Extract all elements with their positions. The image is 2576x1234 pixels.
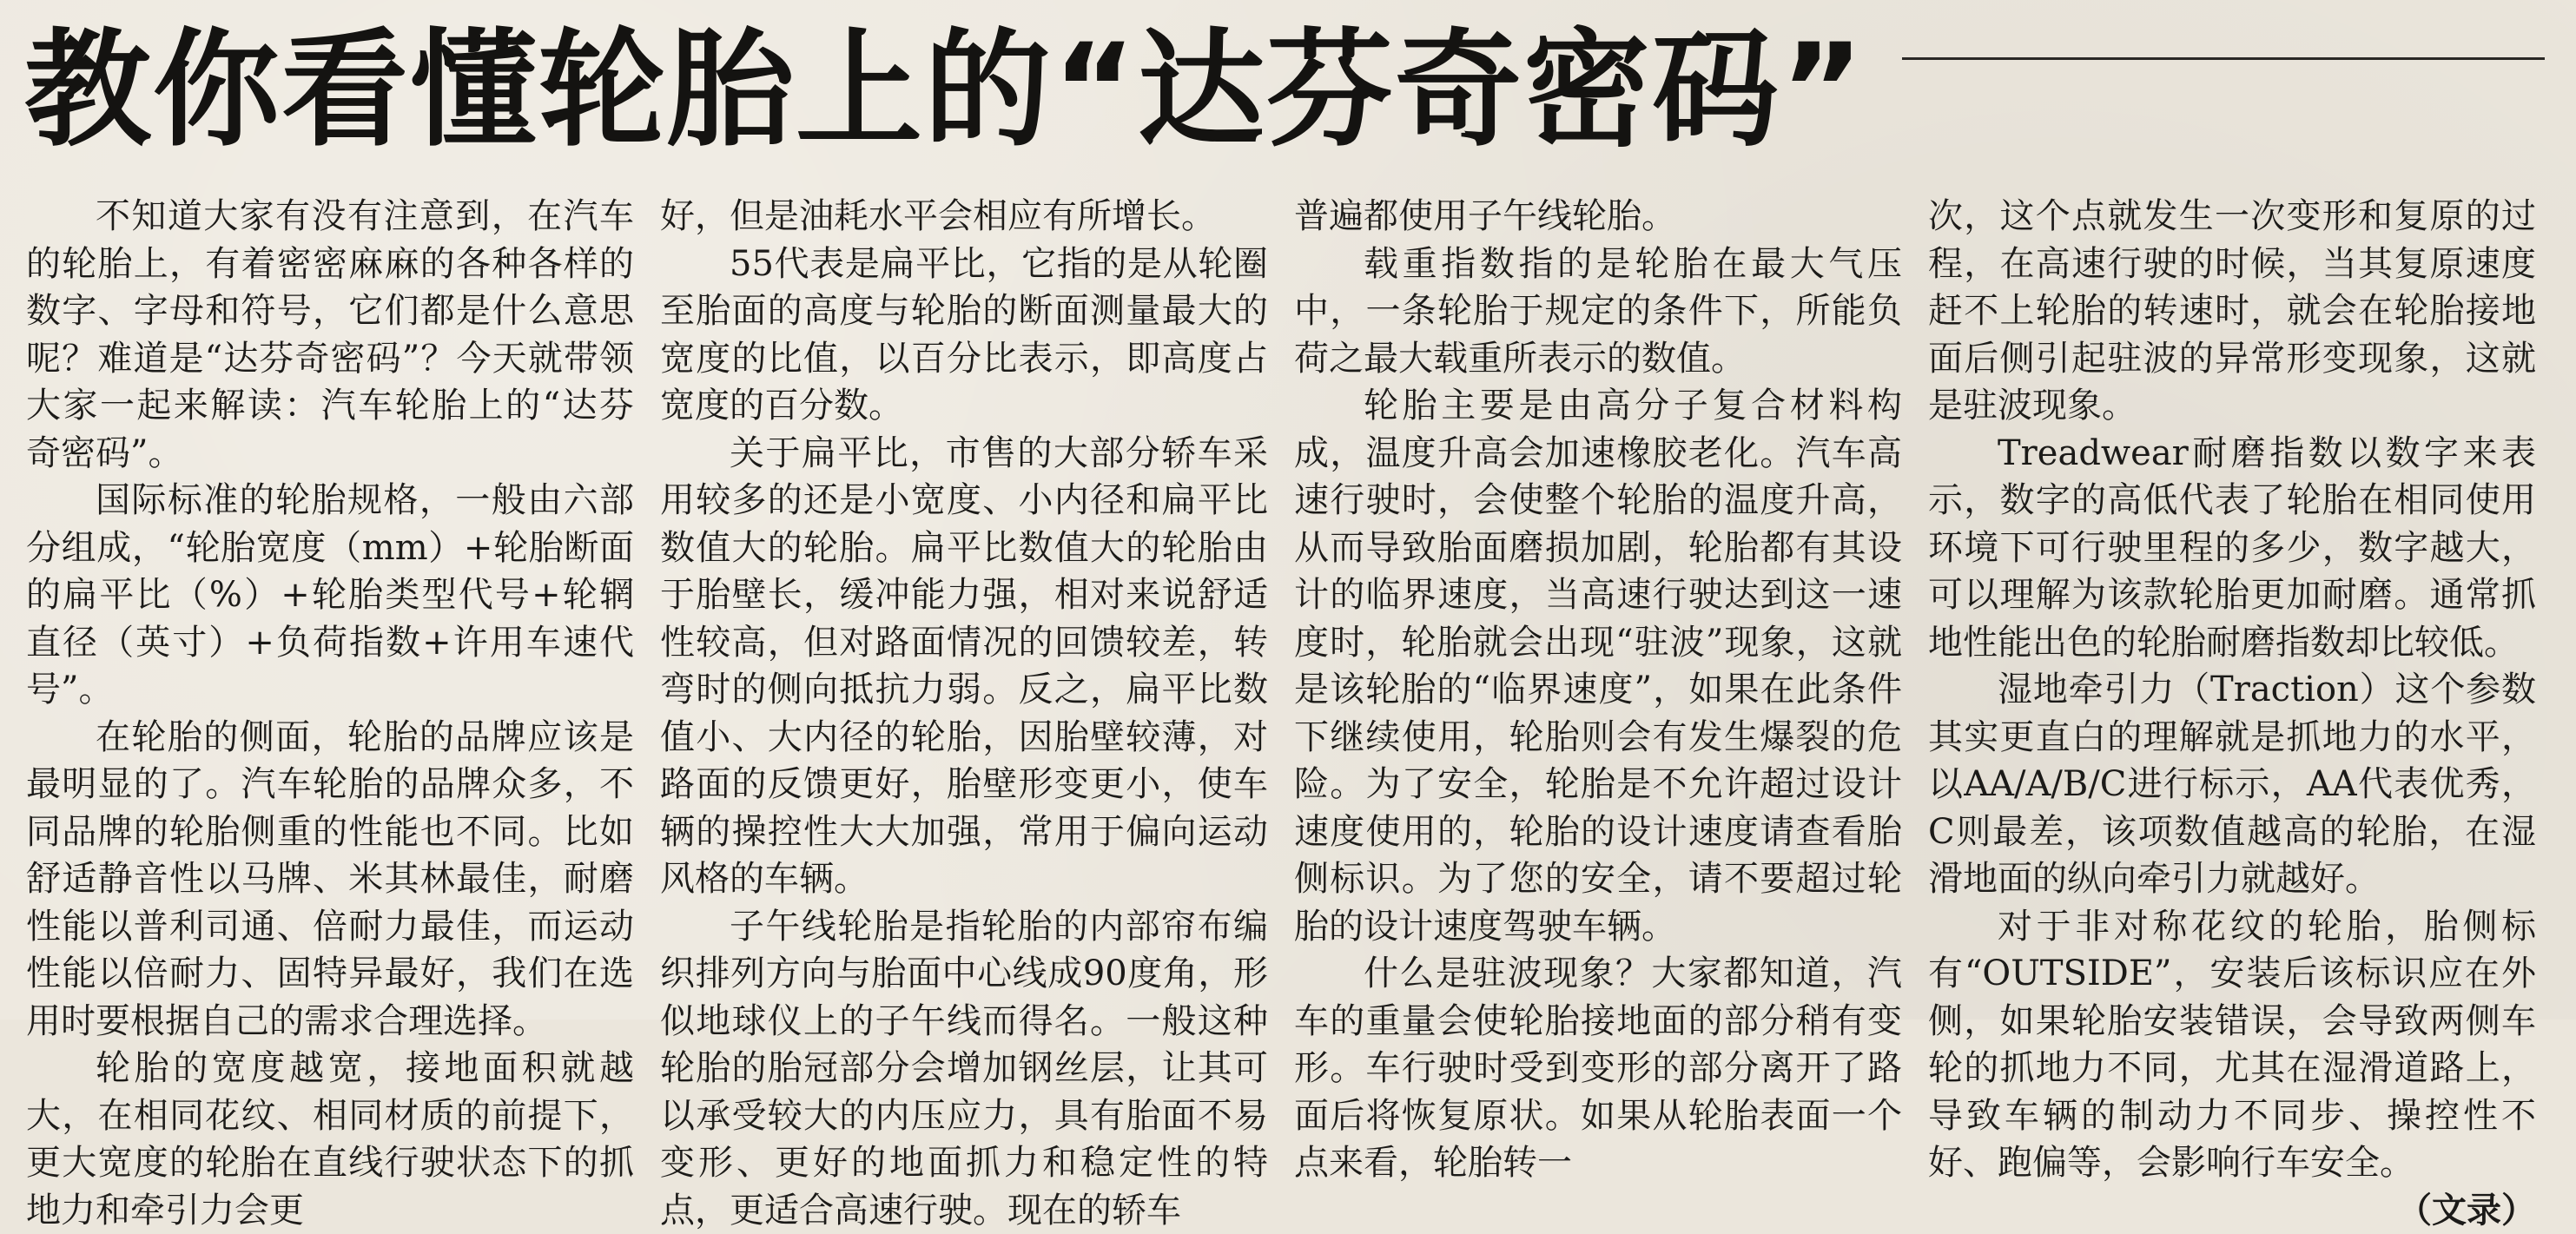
article-body (26, 193, 2549, 1009)
paragraph-continued: 好，但是油耗水平会相应有所增长。 (660, 193, 1268, 241)
paragraph: Treadwear耐磨指数以数字来表示，数字的高低代表了轮胎在相同使用环境下可行驶里程的多少，数字越大，可以理解为该款轮胎更加耐磨。通常抓地性能出色的轮胎耐磨指数却比较低。 (1928, 430, 2536, 667)
headline: 教你看懂轮胎上的“达芬奇密码” (24, 12, 1866, 168)
paragraph: 轮胎的宽度越宽，接地面积就越大，在相同花纹、相同材质的前提下，更大宽度的轮胎在直线行驶状态下的抓地力和牵引力会更 (26, 1045, 634, 1234)
paragraph-continued: 次，这个点就发生一次变形和复原的过程，在高速行驶的时候，当其复原速度赶不上轮胎的转速时，就会在轮胎接地面后侧引起驻波的异常形变现象，这就是驻波现象。 (1928, 193, 2536, 430)
paragraph: 不知道大家有没有注意到，在汽车的轮胎上，有着密密麻麻的各种各样的数字、字母和符号，它们都是什么意思呢？难道是“达芬奇密码”？今天就带领大家一起来解读：汽车轮胎上的“达芬奇密码”。 (26, 193, 634, 477)
paragraph: 子午线轮胎是指轮胎的内部帘布编织排列方向与胎面中心线成90度角，形似地球仪上的子午线而得名。一般这种轮胎的胎冠部分会增加钢丝层，让其可以承受较大的内压应力，具有胎面不易变形、更好的地面抓力和稳定性的特点，更适合高速行驶。现在的轿车 (660, 903, 1268, 1234)
paragraph: 国际标准的轮胎规格，一般由六部分组成，“轮胎宽度（mm）+轮胎断面的扁平比（%）+轮胎类型代号+轮辋直径（英寸）+负荷指数+许用车速代号”。 (26, 477, 634, 714)
paragraph: 对于非对称花纹的轮胎，胎侧标有“OUTSIDE”，安装后该标识应在外侧，如果轮胎安装错误，会导致两侧车轮的抓地力不同，尤其在湿滑道路上，导致车辆的制动力不同步、操控性不好、跑偏等，会影响行车安全。 (1928, 903, 2536, 1187)
paragraph: 载重指数指的是轮胎在最大气压中，一条轮胎于规定的条件下，所能负荷之最大载重所表示的数值。 (1294, 241, 1902, 383)
column-4 (1928, 193, 2536, 1009)
paragraph: 关于扁平比，市售的大部分轿车采用较多的还是小宽度、小内径和扁平比数值大的轮胎。扁平比数值大的轮胎由于胎壁长，缓冲能力强，相对来说舒适性较高，但对路面情况的回馈较差，转弯时的侧向抵抗力弱。反之，扁平比数值小、大内径的轮胎，因胎壁较薄，对路面的反馈更好，胎壁形变更小，使车辆的操控性大大加强，常用于偏向运动风格的车辆。 (660, 430, 1268, 903)
column-2 (660, 193, 1268, 1009)
paragraph: 55代表是扁平比，它指的是从轮圈至胎面的高度与轮胎的断面测量最大的宽度的比值，以百分比表示，即高度占宽度的百分数。 (660, 241, 1268, 430)
paragraph: 什么是驻波现象？大家都知道，汽车的重量会使轮胎接地面的部分稍有变形。车行驶时受到变形的部分离开了路面后将恢复原状。如果从轮胎表面一个点来看，轮胎转一 (1294, 950, 1902, 1187)
column-3 (1294, 193, 1902, 1009)
column-1 (26, 193, 634, 1009)
headline-rule (1902, 57, 2545, 60)
byline: （文录） (1928, 1187, 2536, 1234)
paragraph: 湿地牵引力（Traction）这个参数其实更直白的理解就是抓地力的水平，以AA/A/B/C进行标示，AA代表优秀，C则最差，该项数值越高的轮胎，在湿滑地面的纵向牵引力就越好。 (1928, 666, 2536, 903)
paragraph: 在轮胎的侧面，轮胎的品牌应该是最明显的了。汽车轮胎的品牌众多，不同品牌的轮胎侧重的性能也不同。比如舒适静音性以马牌、米其林最佳，耐磨性能以普利司通、倍耐力最佳，而运动性能以倍耐力、固特异最好，我们在选用时要根据自己的需求合理选择。 (26, 714, 634, 1046)
paragraph: 轮胎主要是由高分子复合材料构成，温度升高会加速橡胶老化。汽车高速行驶时，会使整个轮胎的温度升高，从而导致胎面磨损加剧，轮胎都有其设计的临界速度，当高速行驶达到这一速度时，轮胎就会出现“驻波”现象，这就是该轮胎的“临界速度”，如果在此条件下继续使用，轮胎则会有发生爆裂的危险。为了安全，轮胎是不允许超过设计速度使用的，轮胎的设计速度请查看胎侧标识。为了您的安全，请不要超过轮胎的设计速度驾驶车辆。 (1294, 382, 1902, 950)
paragraph-continued: 普遍都使用子午线轮胎。 (1294, 193, 1902, 241)
